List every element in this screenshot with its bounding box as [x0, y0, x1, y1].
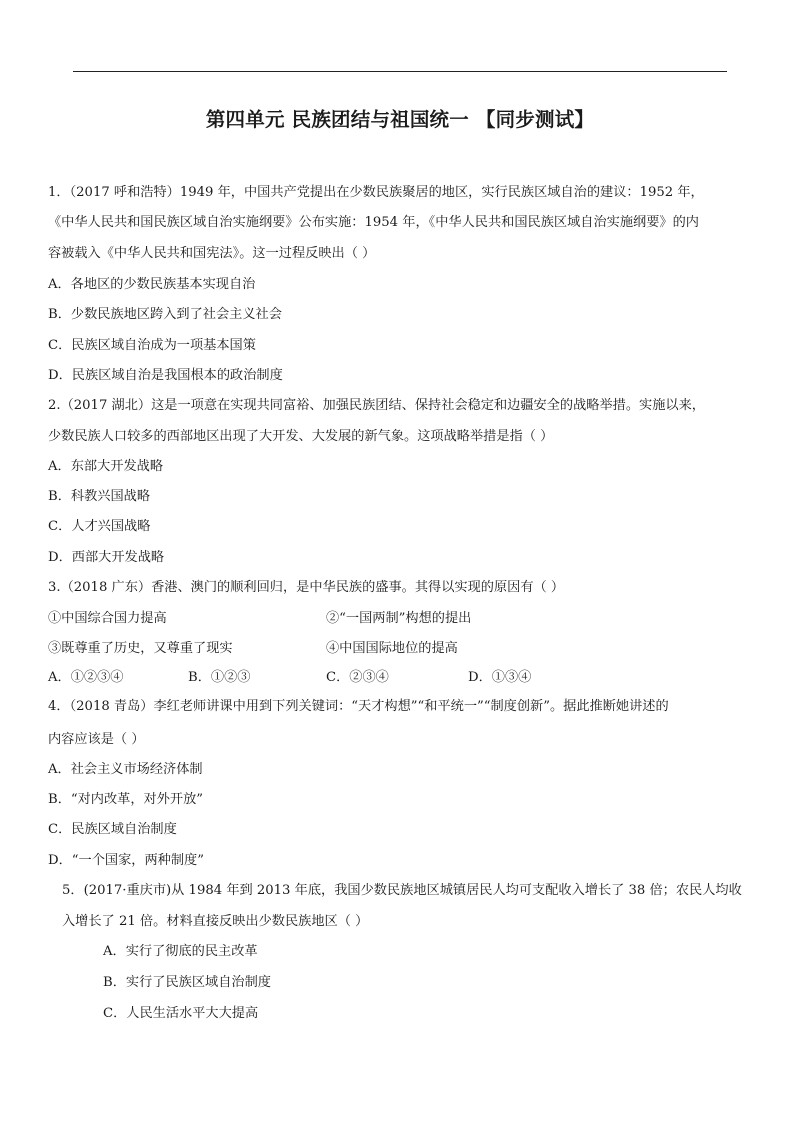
q4-option-d: D．“一个国家，两种制度” — [48, 853, 204, 868]
q4-stem-line-2: 内容应该是（ ） — [48, 732, 145, 747]
q2-option-d: D．西部大开发战略 — [48, 550, 165, 565]
q5-option-c: C．人民生活水平大大提高 — [103, 1006, 259, 1021]
q3-item-1: ①中国综合国力提高 — [48, 611, 167, 626]
q1-stem-line-3: 容被载入《中华人民共和国宪法》。这一过程反映出（ ） — [48, 246, 376, 261]
q3-item-4: ④中国国际地位的提高 — [326, 641, 458, 656]
q5-option-b: B．实行了民族区域自治制度 — [103, 975, 271, 990]
q2-option-a: A．东部大开发战略 — [48, 459, 164, 474]
q3-option-a: A．①②③④ — [48, 670, 124, 685]
q3-option-b: B．①②③ — [188, 670, 251, 685]
q2-stem-line-2: 少数民族人口较多的西部地区出现了大开发、大发展的新气象。这项战略举措是指（ ） — [48, 429, 554, 444]
q3-item-2: ②“一国两制”构想的提出 — [326, 611, 472, 626]
q2-option-c: C．人才兴国战略 — [48, 519, 151, 534]
q4-stem-line-1: 4．（2018 青岛）李红老师讲课中用到下列关键词：“天才构想”“和平统一”“制度创新”。据此推断她讲述的 — [48, 699, 669, 714]
q3-option-c: C．②③④ — [326, 670, 389, 685]
page-title: 第四单元 民族团结与祖国统一 【同步测试】 — [205, 108, 595, 131]
q2-option-b: B．科教兴国战略 — [48, 489, 151, 504]
q5-stem-line-2: 入增长了 21 倍。材料直接反映出少数民族地区（ ） — [62, 914, 369, 929]
q1-option-a: A．各地区的少数民族基本实现自治 — [48, 277, 256, 292]
q1-stem-line-1: 1．（2017 呼和浩特）1949 年，中国共产党提出在少数民族聚居的地区，实行民族区域自治的建议：1952 年， — [48, 185, 704, 200]
q3-item-3: ③既尊重了历史，又尊重了现实 — [48, 641, 233, 656]
q4-option-c: C．民族区域自治制度 — [48, 822, 177, 837]
q1-option-c: C．民族区域自治成为一项基本国策 — [48, 338, 256, 353]
q5-stem-line-1: 5．(2017·重庆市)从 1984 年到 2013 年底，我国少数民族地区城镇居民人均可支配收入增长了 38 倍；农民人均收 — [62, 883, 742, 898]
q3-stem-line-1: 3.（2018 广东）香港、澳门的顺利回归，是中华民族的盛事。其得以实现的原因有（ ） — [48, 580, 565, 595]
q4-option-a: A．社会主义市场经济体制 — [48, 762, 203, 777]
q4-option-b: B．“对内改革，对外开放” — [48, 792, 204, 807]
q1-stem-line-2: 《中华人民共和国民族区域自治实施纲要》公布实施：1954 年，《中华人民共和国民族区域自治实施纲要》的内 — [48, 215, 699, 230]
q1-option-d: D．民族区域自治是我国根本的政治制度 — [48, 368, 283, 383]
q1-option-b: B．少数民族地区跨入到了社会主义社会 — [48, 307, 282, 322]
q5-option-a: A．实行了彻底的民主改革 — [103, 944, 258, 959]
header-rule — [73, 71, 727, 72]
q2-stem-line-1: 2.（2017 湖北）这是一项意在实现共同富裕、加强民族团结、保持社会稳定和边疆安全的战略举措。实施以来， — [48, 398, 705, 413]
q3-option-d: D．①③④ — [468, 670, 532, 685]
